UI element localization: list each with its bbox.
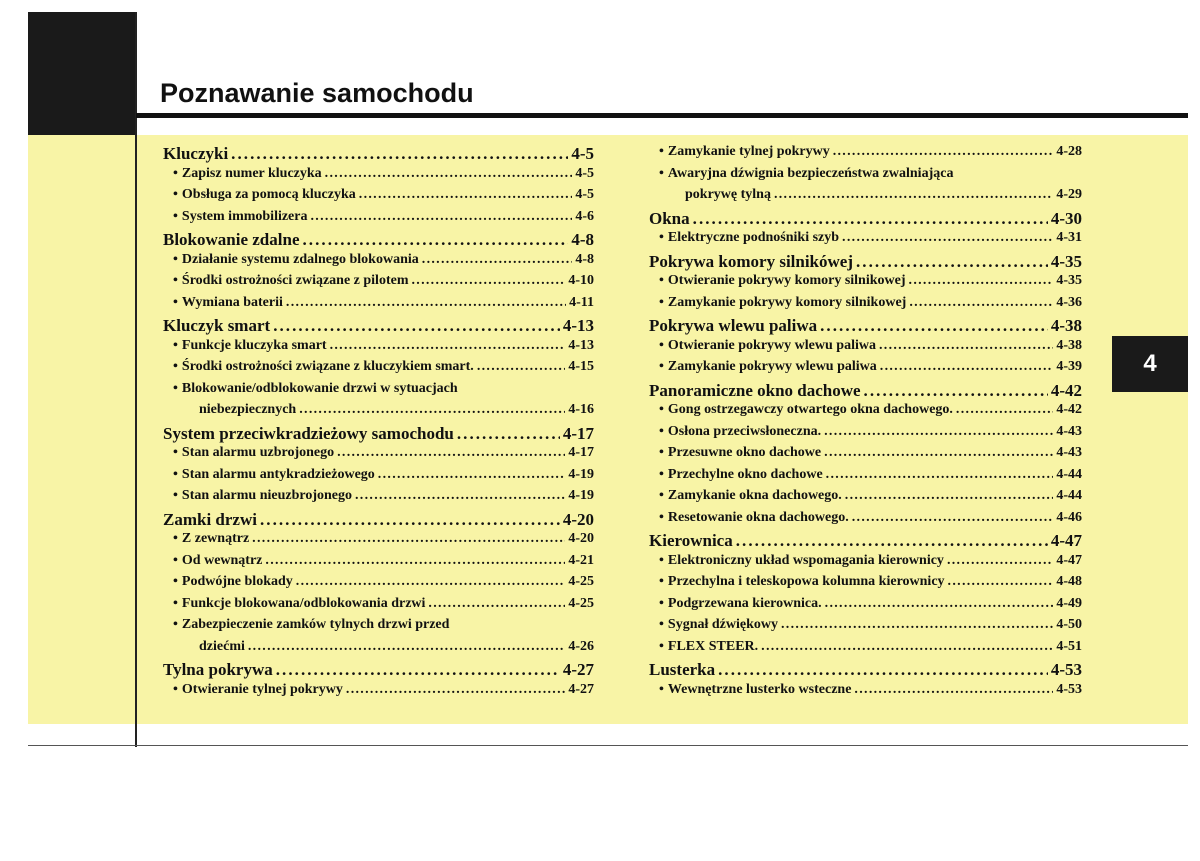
bullet-icon: •: [173, 251, 178, 267]
toc-subentry[interactable]: [649, 488, 1082, 510]
toc-page-number: 4-53: [1050, 660, 1082, 679]
toc-entry-label: Przechylna i teleskopowa kolumna kierownicy: [667, 574, 945, 589]
dot-leader: [824, 445, 1053, 461]
dot-leader: [845, 488, 1054, 504]
toc-entry-label: Kluczyki: [163, 144, 229, 163]
toc-page-number: 4-38: [1056, 337, 1082, 353]
dot-leader: [856, 252, 1048, 272]
toc-subentry[interactable]: [163, 531, 594, 553]
toc-entry-label: Pokrywa komory silnikówej: [649, 251, 853, 271]
dot-leader: [346, 682, 565, 698]
toc-subentry[interactable]: [163, 381, 594, 403]
toc-subentry[interactable]: [163, 209, 594, 231]
toc-entry-label: Funkcje blokowana/odblokowania drzwi: [181, 595, 426, 611]
toc-entry-label: Od wewnątrz: [181, 552, 263, 568]
toc-page-number: 4-35: [1056, 273, 1082, 288]
toc-page-number: 4-8: [575, 251, 594, 267]
toc-entry-label: Zamykanie pokrywy komory silnikowej: [667, 294, 907, 310]
chapter-tab[interactable]: 4: [1112, 336, 1188, 392]
bullet-icon: •: [173, 617, 178, 632]
toc-entry-label: Osłona przeciwsłoneczna.: [667, 423, 822, 439]
toc-entry-label: Działanie systemu zdalnego blokowania: [181, 251, 419, 267]
toc-subentry[interactable]: [649, 617, 1082, 639]
toc-entry-label: niebezpiecznych: [199, 402, 297, 417]
toc-page-number: 4-10: [568, 273, 594, 288]
toc-section-entry[interactable]: [649, 660, 1082, 682]
dot-leader: [303, 230, 569, 250]
toc-subentry[interactable]: [649, 682, 1082, 704]
toc-subentry[interactable]: [649, 295, 1082, 317]
toc-page-number: 4-20: [562, 509, 594, 529]
dot-leader: [428, 596, 565, 612]
toc-page-number: 4-5: [575, 187, 594, 202]
toc-subentry[interactable]: [649, 445, 1082, 467]
bullet-icon: •: [173, 574, 178, 589]
toc-entry-label: Środki ostrożności związane z pilotem: [181, 273, 409, 288]
bullet-icon: •: [173, 445, 178, 460]
toc-page-number: 4-5: [575, 165, 594, 181]
toc-entry-label: Zamykanie okna dachowego.: [667, 488, 842, 503]
toc-subentry[interactable]: [163, 467, 594, 489]
dot-leader: [693, 209, 1048, 229]
toc-subentry[interactable]: [163, 166, 594, 188]
toc-subentry[interactable]: [649, 510, 1082, 532]
toc-entry-label: Przechylne okno dachowe: [667, 466, 823, 482]
toc-subentry[interactable]: [163, 402, 594, 424]
dot-leader: [909, 273, 1054, 289]
dot-leader: [864, 381, 1048, 401]
dot-leader: [879, 338, 1053, 354]
toc-entry-label: Awaryjna dźwignia bezpieczeństwa zwalniająca: [667, 165, 954, 181]
bullet-icon: •: [173, 681, 178, 697]
toc-section-entry[interactable]: [163, 316, 594, 338]
toc-subentry[interactable]: [649, 338, 1082, 360]
toc-page-number: 4-43: [1056, 423, 1082, 439]
toc-subentry[interactable]: [163, 295, 594, 317]
toc-entry-label: Kluczyk smart: [163, 316, 271, 335]
corner-block: [28, 12, 136, 135]
toc-entry-label: Przesuwne okno dachowe: [667, 445, 822, 460]
bullet-icon: •: [173, 552, 178, 568]
dot-leader: [248, 639, 565, 655]
bullet-icon: •: [173, 488, 178, 503]
dot-leader: [854, 682, 1053, 698]
bullet-icon: •: [659, 165, 664, 181]
dot-leader: [265, 553, 565, 569]
toc-entry-label: Sygnał dźwiękowy: [667, 617, 778, 632]
toc-entry-label: Stan alarmu nieuzbrojonego: [181, 488, 352, 503]
dot-leader: [411, 273, 565, 289]
dot-leader: [909, 295, 1053, 311]
bullet-icon: •: [173, 380, 178, 396]
toc-entry-label: Podwójne blokady: [181, 574, 293, 589]
toc-page-number: 4-47: [1050, 531, 1082, 550]
toc-subentry[interactable]: [163, 639, 594, 661]
toc-entry-label: Elektroniczny układ wspomagania kierownicy: [667, 552, 944, 568]
toc-entry-label: Wymiana baterii: [181, 294, 283, 310]
toc-entry-label: FLEX STEER.: [667, 638, 759, 654]
toc-page-number: 4-15: [568, 359, 594, 374]
toc-entry-label: Zamykanie tylnej pokrywy: [667, 144, 830, 159]
toc-page-number: 4-13: [562, 316, 594, 335]
toc-page-number: 4-21: [568, 552, 594, 568]
toc-entry-label: System przeciwkradzieżowy samochodu: [163, 423, 454, 443]
toc-subentry[interactable]: [649, 553, 1082, 575]
toc-section-entry[interactable]: [163, 510, 594, 532]
dot-leader: [774, 187, 1053, 203]
dot-leader: [273, 316, 560, 336]
toc-subentry[interactable]: [649, 359, 1082, 381]
bullet-icon: •: [659, 466, 664, 482]
bullet-icon: •: [659, 617, 664, 632]
toc-subentry[interactable]: [649, 273, 1082, 295]
toc-entry-label: Blokowanie/odblokowanie drzwi w sytuacjach: [181, 380, 458, 396]
toc-section-entry[interactable]: [163, 230, 594, 252]
toc-entry-label: Funkcje kluczyka smart: [181, 337, 327, 353]
toc-subentry[interactable]: [649, 424, 1082, 446]
dot-leader: [252, 531, 565, 547]
bullet-icon: •: [173, 466, 178, 482]
toc-section-entry[interactable]: [649, 252, 1082, 274]
toc-subentry[interactable]: [649, 639, 1082, 661]
toc-subentry[interactable]: [163, 359, 594, 381]
bullet-icon: •: [659, 681, 664, 697]
dot-leader: [457, 424, 560, 444]
toc-page-number: 4-39: [1056, 359, 1082, 374]
toc-page-number: 4-53: [1056, 681, 1082, 697]
bullet-icon: •: [173, 187, 178, 202]
toc-subentry[interactable]: [163, 682, 594, 704]
toc-page-number: 4-38: [1050, 316, 1082, 335]
bullet-icon: •: [659, 509, 664, 525]
toc-entry-label: Stan alarmu antykradzieżowego: [181, 466, 375, 482]
toc-entry-label: Zamykanie pokrywy wlewu paliwa: [667, 359, 877, 374]
toc-page-number: 4-50: [1056, 617, 1082, 632]
toc-page-number: 4-5: [571, 144, 594, 163]
toc-page-number: 4-36: [1056, 294, 1082, 310]
toc-entry-label: Resetowanie okna dachowego.: [667, 509, 849, 525]
toc-entry-label: Otwieranie pokrywy komory silnikowej: [667, 273, 906, 288]
dot-leader: [231, 144, 568, 164]
dot-leader: [359, 187, 573, 203]
toc-page-number: 4-31: [1056, 230, 1082, 245]
toc-section-entry[interactable]: [649, 531, 1082, 553]
dot-leader: [825, 596, 1054, 612]
toc-page-number: 4-25: [568, 595, 594, 611]
bullet-icon: •: [659, 552, 664, 568]
toc-subentry[interactable]: [649, 574, 1082, 596]
toc-page-number: 4-28: [1056, 144, 1082, 159]
dot-leader: [296, 574, 566, 590]
toc-subentry[interactable]: [163, 338, 594, 360]
bullet-icon: •: [173, 531, 178, 546]
page-title: Poznawanie samochodu: [160, 78, 474, 108]
dot-leader: [311, 209, 573, 225]
toc-entry-label: Elektryczne podnośniki szyb: [667, 230, 840, 245]
bullet-icon: •: [659, 423, 664, 439]
dot-leader: [325, 166, 573, 182]
toc-page-number: 4-27: [568, 681, 594, 697]
bullet-icon: •: [173, 595, 178, 611]
toc-page-number: 4-30: [1050, 208, 1082, 228]
toc-page-number: 4-17: [568, 445, 594, 460]
toc-page-number: 4-44: [1056, 488, 1082, 503]
toc-subentry[interactable]: [163, 488, 594, 510]
dot-leader: [477, 359, 566, 375]
toc-section-entry[interactable]: [649, 316, 1082, 338]
toc-entry-label: Z zewnątrz: [181, 531, 250, 546]
bullet-icon: •: [173, 337, 178, 353]
toc-page-number: 4-6: [575, 208, 594, 224]
toc-entry-label: Obsługa za pomocą kluczyka: [181, 187, 356, 202]
bullet-icon: •: [659, 488, 664, 503]
bullet-icon: •: [659, 595, 664, 611]
bullet-icon: •: [659, 445, 664, 460]
bullet-icon: •: [173, 273, 178, 288]
toc-section-entry[interactable]: [649, 209, 1082, 231]
bullet-icon: •: [659, 230, 664, 245]
dot-leader: [956, 402, 1053, 418]
dot-leader: [820, 316, 1048, 336]
toc-subentry[interactable]: [163, 187, 594, 209]
toc-section-entry[interactable]: [163, 660, 594, 682]
bottom-rule: [28, 745, 1188, 746]
bullet-icon: •: [659, 144, 664, 159]
toc-page-number: 4-43: [1056, 445, 1082, 460]
toc-subentry[interactable]: [163, 574, 594, 596]
toc-column-left: [163, 144, 594, 703]
toc-entry-label: Otwieranie pokrywy wlewu paliwa: [667, 337, 876, 353]
bullet-icon: •: [659, 294, 664, 310]
toc-subentry[interactable]: [163, 553, 594, 575]
bullet-icon: •: [173, 359, 178, 374]
toc-entry-label: Kierownica: [649, 531, 733, 550]
dot-leader: [736, 531, 1048, 551]
toc-page-number: 4-11: [569, 294, 594, 310]
dot-leader: [824, 424, 1053, 440]
toc-page-number: 4-47: [1056, 552, 1082, 568]
dot-leader: [761, 639, 1053, 655]
toc-page-number: 4-42: [1056, 402, 1082, 417]
toc-entry-label: Otwieranie tylnej pokrywy: [181, 681, 343, 697]
dot-leader: [781, 617, 1053, 633]
dot-leader: [880, 359, 1054, 375]
toc-section-entry[interactable]: [649, 381, 1082, 403]
bullet-icon: •: [173, 165, 178, 181]
dot-leader: [718, 660, 1048, 680]
toc-entry-label: Zapisz numer kluczyka: [181, 165, 322, 181]
toc-entry-label: Pokrywa wlewu paliwa: [649, 316, 818, 335]
toc-section-entry[interactable]: [163, 424, 594, 446]
toc-subentry[interactable]: [649, 230, 1082, 252]
toc-page-number: 4-49: [1056, 595, 1082, 611]
toc-entry-label: pokrywę tylną: [685, 187, 771, 202]
vertical-rule: [135, 12, 137, 747]
toc-entry-label: Gong ostrzegawczy otwartego okna dachowego.: [667, 402, 953, 417]
bullet-icon: •: [659, 359, 664, 374]
toc-entry-label: Stan alarmu uzbrojonego: [181, 445, 335, 460]
bullet-icon: •: [659, 638, 664, 654]
toc-entry-label: Wewnętrzne lusterko wsteczne: [667, 681, 852, 697]
dot-leader: [260, 510, 560, 530]
dot-leader: [948, 574, 1054, 590]
toc-subentry[interactable]: [649, 596, 1082, 618]
toc-subentry[interactable]: [649, 187, 1082, 209]
toc-subentry[interactable]: [163, 252, 594, 274]
toc-page-number: 4-46: [1056, 509, 1082, 525]
toc-page-number: 4-20: [568, 531, 594, 546]
dot-leader: [378, 467, 566, 483]
toc-entry-label: Okna: [649, 208, 690, 228]
bullet-icon: •: [659, 337, 664, 353]
dot-leader: [947, 553, 1053, 569]
title-rule: [136, 113, 1188, 118]
bullet-icon: •: [173, 208, 178, 224]
bullet-icon: •: [173, 294, 178, 310]
toc-page-number: 4-17: [562, 423, 594, 443]
dot-leader: [330, 338, 566, 354]
bullet-icon: •: [659, 273, 664, 288]
dot-leader: [422, 252, 573, 268]
toc-subentry[interactable]: [649, 467, 1082, 489]
dot-leader: [852, 510, 1054, 526]
toc-page-number: 4-51: [1056, 638, 1082, 654]
bullet-icon: •: [659, 402, 664, 417]
toc-page-number: 4-29: [1056, 187, 1082, 202]
dot-leader: [286, 295, 566, 311]
toc-page-number: 4-35: [1050, 251, 1082, 271]
dot-leader: [355, 488, 565, 504]
dot-leader: [276, 660, 560, 680]
toc-subentry[interactable]: [649, 166, 1082, 188]
dot-leader: [299, 402, 565, 418]
toc-entry-label: Blokowanie zdalne: [163, 230, 300, 249]
toc-page-number: 4-19: [568, 488, 594, 503]
dot-leader: [833, 144, 1054, 160]
toc-column-right: [649, 144, 1082, 703]
toc-entry-label: dziećmi: [199, 638, 245, 654]
toc-subentry[interactable]: [649, 144, 1082, 166]
dot-leader: [826, 467, 1054, 483]
toc-page-number: 4-16: [568, 402, 594, 417]
toc-subentry[interactable]: [163, 273, 594, 295]
bullet-icon: •: [659, 574, 664, 589]
toc-page-number: 4-48: [1056, 574, 1082, 589]
toc-entry-label: Podgrzewana kierownica.: [667, 595, 822, 611]
toc-page-number: 4-44: [1056, 466, 1082, 482]
toc-entry-label: Panoramiczne okno dachowe: [649, 380, 861, 400]
toc-page-number: 4-26: [568, 638, 594, 654]
toc-entry-label: Zabezpieczenie zamków tylnych drzwi przed: [181, 617, 450, 632]
toc-subentry[interactable]: [163, 445, 594, 467]
dot-leader: [337, 445, 565, 461]
toc-page-number: 4-13: [568, 337, 594, 353]
toc-subentry[interactable]: [163, 596, 594, 618]
toc-entry-label: Środki ostrożności związane z kluczykiem smart.: [181, 359, 474, 374]
dot-leader: [842, 230, 1053, 246]
toc-page-number: 4-19: [568, 466, 594, 482]
toc-entry-label: System immobilizera: [181, 208, 308, 224]
toc-page-number: 4-42: [1050, 380, 1082, 400]
toc-page-number: 4-27: [562, 660, 594, 679]
toc-section-entry[interactable]: [163, 144, 594, 166]
toc-entry-label: Tylna pokrywa: [163, 660, 273, 679]
toc-subentry[interactable]: [163, 617, 594, 639]
toc-entry-label: Lusterka: [649, 660, 716, 679]
toc-page-number: 4-8: [571, 230, 594, 249]
toc-page-number: 4-25: [568, 574, 594, 589]
toc-entry-label: Zamki drzwi: [163, 509, 257, 529]
toc-subentry[interactable]: [649, 402, 1082, 424]
